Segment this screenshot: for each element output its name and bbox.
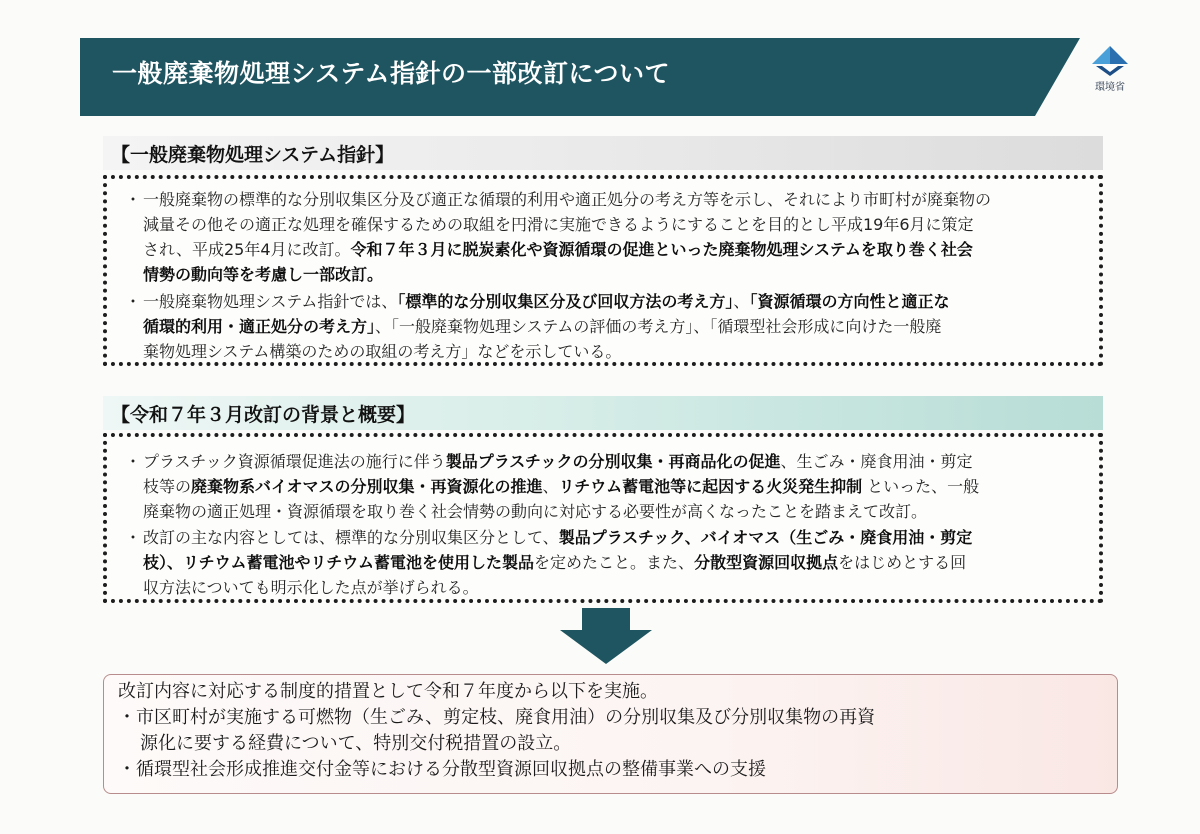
text: 、生ごみ・廃食用油・剪定 (780, 452, 973, 471)
bold-text: 「資源循環の方向性と適正な (749, 292, 950, 311)
text: 一般廃棄物処理システム指針では、 (143, 292, 398, 311)
measures-item-1-line-2: 源化に要する経費について、特別交付税措置の設立。 (140, 733, 572, 754)
text: 棄物処理システム構築のための取組の考え方」などを示している。 (143, 342, 622, 361)
logo-text: 環境省 (1095, 82, 1125, 93)
text-line (143, 575, 1083, 600)
bold-text: 「標準的な分別収集区分及び回収方法の考え方」 (397, 292, 734, 311)
bold-text: 製品プラスチックの分別収集・再商品化の促進 (445, 452, 781, 471)
down-arrow-icon (560, 608, 652, 664)
text: 減量その他その適正な処理を確保するための取組を円滑に実施できるようにすることを目的とし平成19年6月に策定 (143, 215, 974, 234)
section-heading-guideline: 【一般廃棄物処理システム指針】 (103, 136, 1103, 170)
revision-box (103, 433, 1103, 603)
text-line (143, 499, 1083, 524)
text-line (143, 237, 1083, 262)
text: といった、一般 (862, 477, 980, 496)
bold-text: 廃棄物系バイオマスの分別収集・再資源化の推進 (191, 477, 543, 496)
bold-text: 循環的利用・適正処分の考え方」 (143, 317, 376, 336)
text: 廃棄物の適正処理・資源循環を取り巻く社会情勢の動向に対応する必要性が高くなったことを踏まえて改訂。 (143, 502, 928, 521)
guideline-bullet-1-text (143, 187, 1083, 287)
text-line (143, 289, 1083, 314)
text: 、 (542, 477, 559, 496)
revision-bullet-1: ・ プラスチック資源循環促進法の施行に伴う製品プラスチックの分別収集・再商品化の促進、生ごみ・廃食用油・剪定 枝等の廃棄物系バイオマスの分別収集・再資源化の推進、リチウム蓄電池等に起因する火災発生抑制 といった、一般 廃棄物の適正処理・資源循環を取り巻く社会情勢の動向に対応する必要性が高くなったことを踏まえて改訂。 (121, 449, 1083, 524)
guideline-bullet-2: ・ 一般廃棄物処理システム指針では、「標準的な分別収集区分及び回収方法の考え方」、「資源循環の方向性と適正な 循環的利用・適正処分の考え方」、「一般廃棄物処理システムの評価の考え方」、「循環型社会形成に向けた一般廃 棄物処理システム構築のための取組の考え方」などを示している。 (121, 289, 1083, 364)
text: 一般廃棄物の標準的な分別収集区分及び適正な循環的利用や適正処分の考え方等を示し、それにより市町村が廃棄物の (143, 190, 992, 209)
guideline-bullet-2-text (143, 289, 1083, 364)
text-line (143, 525, 1083, 550)
text-line (143, 262, 1083, 287)
bold-text: 情勢の動向等を考慮し一部改訂。 (143, 265, 384, 284)
text-line (143, 474, 1083, 499)
text: を定めたこと。また、 (534, 553, 695, 572)
text-line (143, 212, 1083, 237)
page-title: 一般廃棄物処理システム指針の一部改訂について (112, 59, 671, 88)
measures-item-1-line-1: ・市区町村が実施する可燃物（生ごみ、剪定枝、廃食用油）の分別収集及び分別収集物の再資 (118, 707, 876, 728)
ministry-logo (1082, 44, 1138, 94)
section-heading-revision: 【令和７年３月改訂の背景と概要】 (103, 396, 1103, 430)
measures-item-2: ・循環型社会形成推進交付金等における分散型資源回収拠点の整備事業への支援 (118, 759, 766, 780)
bold-text: 分散型資源回収拠点 (694, 553, 839, 572)
text: 収方法についても明示化した点が挙げられる。 (143, 578, 479, 597)
text: プラスチック資源循環促進法の施行に伴う (143, 452, 446, 471)
revision-bullet-2-text (143, 525, 1083, 600)
ministry-logo-icon (1090, 44, 1130, 78)
text: 枝等の (143, 477, 192, 496)
text: 改訂の主な内容としては、標準的な分別収集区分として、 (143, 528, 559, 547)
revision-bullet-1-text (143, 449, 1083, 524)
bold-text: 令和７年３月に脱炭素化や資源循環の促進といった廃棄物処理システムを取り巻く社会 (350, 240, 973, 259)
text: 、 (733, 292, 750, 311)
text-line (143, 314, 1083, 339)
bold-text: 製品プラスチック、バイオマス（生ごみ・廃食用油・剪定 (558, 528, 973, 547)
text-line (143, 339, 1083, 364)
guideline-bullet-1: ・ 一般廃棄物の標準的な分別収集区分及び適正な循環的利用や適正処分の考え方等を示し、それにより市町村が廃棄物の 減量その他その適正な処理を確保するための取組を円滑に実施できるようにすることを目的とし平成19年6月に策定 され、平成25年4月に改訂。令和７年３月に脱炭素化や資源循環の促進といった廃棄物処理システムを取り巻く社会 情勢の動向等を考慮し一部改訂。 (121, 187, 1083, 287)
bold-text: 枝）、リチウム蓄電池やリチウム蓄電池を使用した製品 (143, 553, 535, 572)
text-line (143, 187, 1083, 212)
measures-intro: 改訂内容に対応する制度的措置として令和７年度から以下を実施。 (118, 681, 658, 702)
revision-bullet-2: ・ 改訂の主な内容としては、標準的な分別収集区分として、製品プラスチック、バイオマス（生ごみ・廃食用油・剪定 枝）、リチウム蓄電池やリチウム蓄電池を使用した製品を定めたこと。また、分散型資源回収拠点をはじめとする回 収方法についても明示化した点が挙げられる。 (121, 525, 1083, 600)
measures-box (103, 674, 1118, 794)
text-line (143, 550, 1083, 575)
text: をはじめとする回 (838, 553, 967, 572)
guideline-box (103, 175, 1103, 366)
text-line (143, 449, 1083, 474)
text: 、「一般廃棄物処理システムの評価の考え方」、「循環型社会形成に向けた一般廃 (375, 317, 942, 336)
text: され、平成25年4月に改訂。 (143, 240, 351, 259)
bold-text: リチウム蓄電池等に起因する火災発生抑制 (558, 477, 863, 496)
